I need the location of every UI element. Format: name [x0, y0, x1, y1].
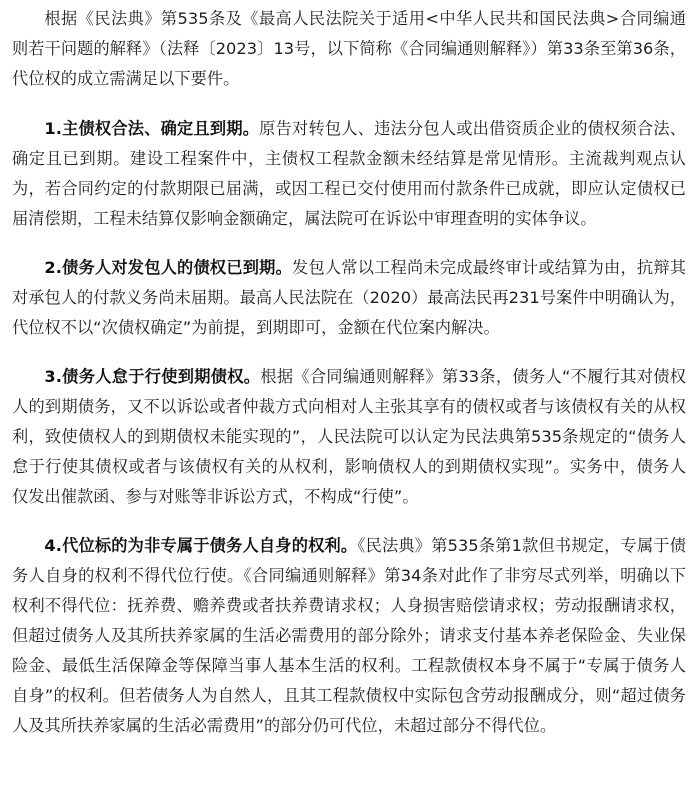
requirement-3-text: 根据《合同编通则解释》第33条，债务人“不履行其对债权人的到期债务，又不以诉讼或者仲裁方式向相对人主张其享有的债权或者与该债权有关的从权利，致使债权人的到期债权未能实现的”，人民法院可以认定为民法典第535条规定的“债务人怠于行使其债权或者与该债权有关的从权利，影响债权人的到期债权实现”。实务中，债务人仅发出催款函、参与对账等非诉讼方式，不构成“行使”。 [12, 367, 686, 506]
requirement-4-text: 《民法典》第535条第1款但书规定，专属于债务人自身的权利不得代位行使。《合同编通则解释》第34条对此作了非穷尽式列举，明确以下权利不得代位：抚养费、赡养费或者扶养费请求权；人身损害赔偿请求权；劳动报酬请求权，但超过债务人及其所扶养家属的生活必需费用的部分除外；请求支付基本养老保险金、失业保险金、最低生活保障金等保障当事人基本生活的权利。工程款债权本身不属于“专属于债务人自身”的权利。但若债务人为自然人，且其工程款债权中实际包含劳动报酬成分，则“超过债务人及其所扶养家属的生活必需费用”的部分仍可代位，未超过部分不得代位。 [12, 536, 686, 735]
requirement-3-paragraph [12, 362, 686, 512]
requirement-2-heading: 2.债务人对发包人的债权已到期。 [44, 258, 293, 277]
requirement-4-paragraph [12, 531, 686, 741]
requirement-2-paragraph [12, 253, 686, 343]
requirement-1-paragraph [12, 114, 686, 234]
intro-text: 根据《民法典》第535条及《最高人民法院关于适用<中华人民共和国民法典>合同编通则若干问题的解释》（法释〔2023〕13号，以下简称《合同编通则解释》）第33条至第36条，代位权的成立需满足以下要件。 [12, 9, 686, 88]
requirement-2-text: 发包人常以工程尚未完成最终审计或结算为由，抗辩其对承包人的付款义务尚未届期。最高人民法院在（2020）最高法民再231号案件中明确认为，代位权不以“次债权确定”为前提，到期即可，金额在代位案内解决。 [12, 258, 686, 337]
requirement-1-text: 原告对转包人、违法分包人或出借资质企业的债权须合法、确定且已到期。建设工程案件中，主债权工程款金额未经结算是常见情形。主流裁判观点认为，若合同约定的付款期限已届满，或因工程已交付使用而付款条件已成就，即应认定债权已届清偿期，工程未结算仅影响金额确定，属法院可在诉讼中审理查明的实体争议。 [12, 119, 686, 228]
requirement-1-heading: 1.主债权合法、确定且到期。 [44, 119, 260, 138]
requirement-4-heading: 4.代位标的为非专属于债务人自身的权利。 [44, 536, 358, 555]
intro-paragraph [12, 4, 686, 94]
requirement-3-heading: 3.债务人怠于行使到期债权。 [44, 367, 261, 386]
